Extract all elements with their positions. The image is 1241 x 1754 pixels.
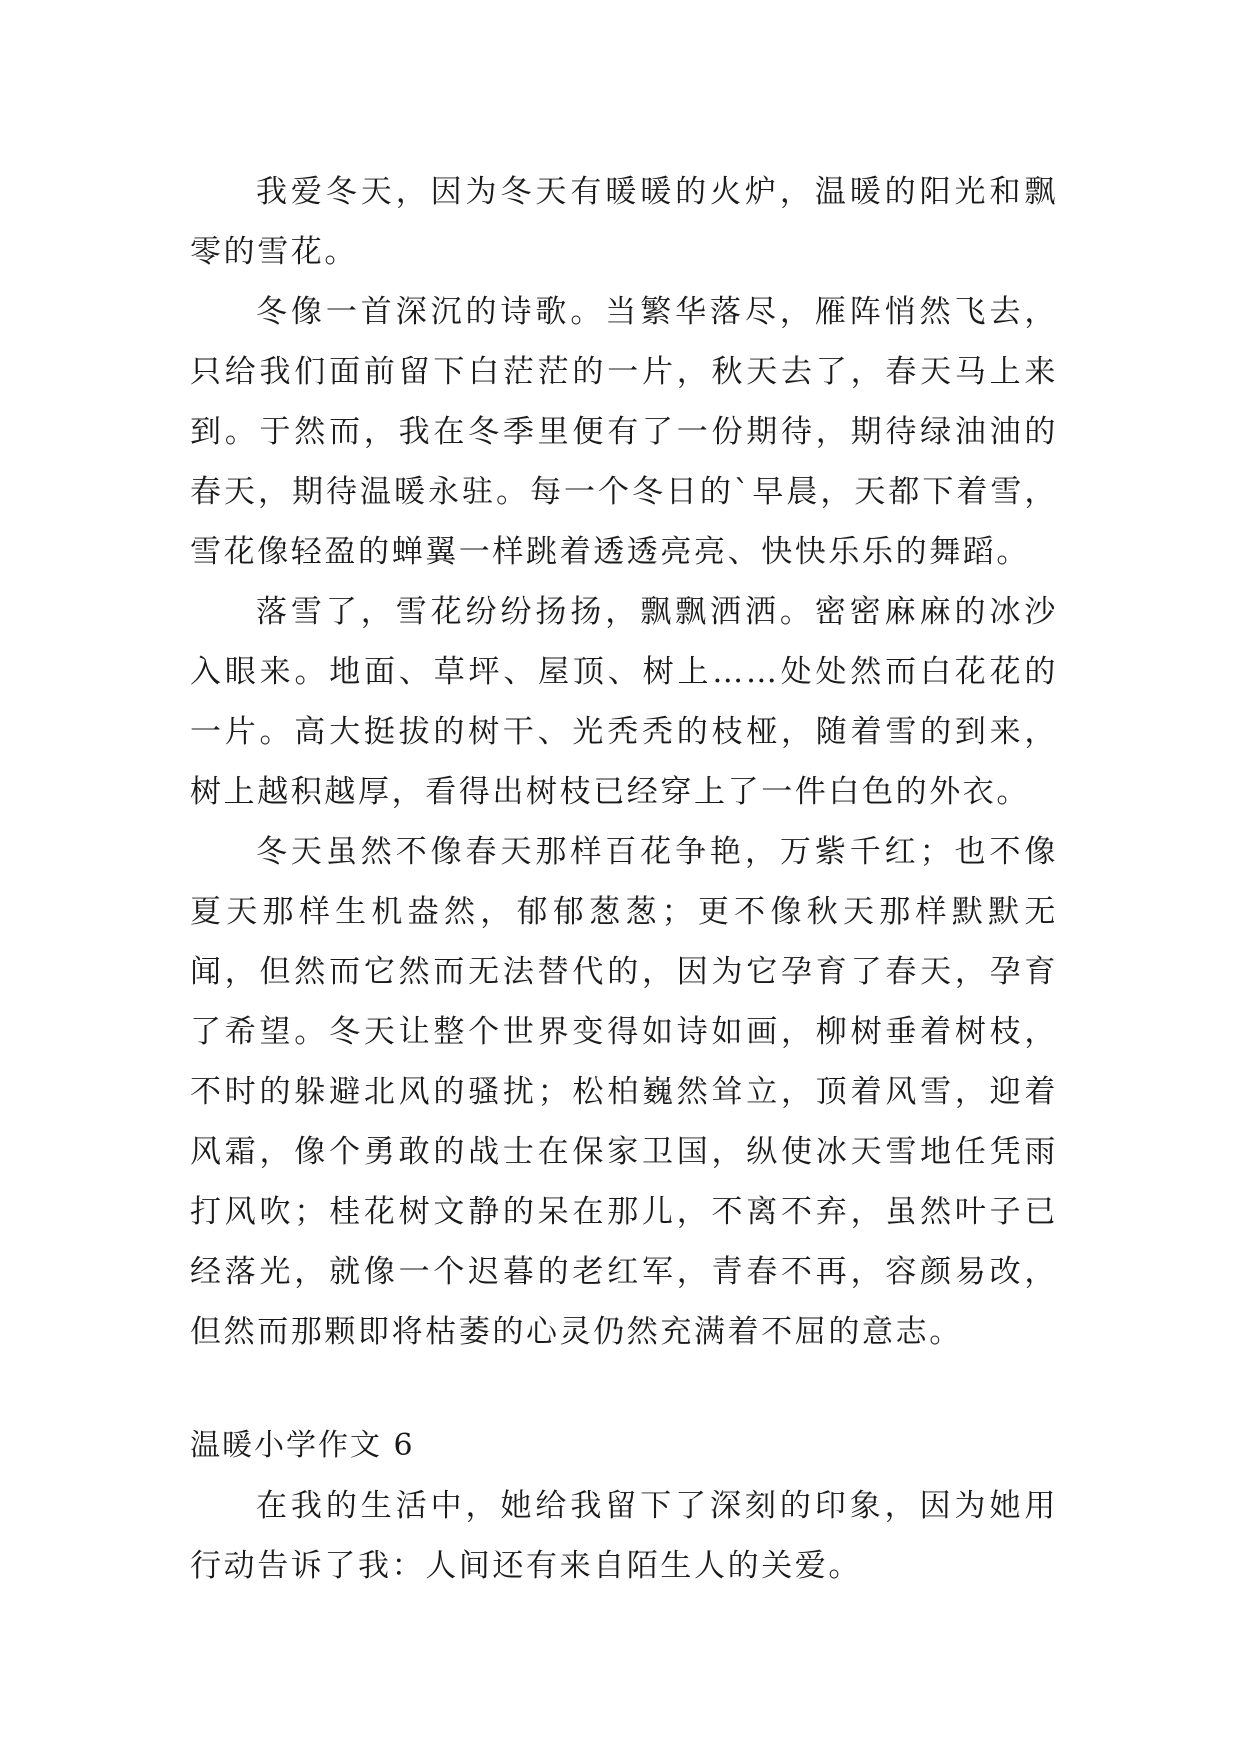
section-heading: 温暖小学作文 6 <box>190 1428 415 1463</box>
paragraph-stranger-care: 在我的生活中，她给我留下了深刻的印象，因为她用行动告诉了我：人间还有来自陌生人的关爱。 <box>190 1488 1058 1584</box>
document-body <box>190 162 1058 1596</box>
paragraph-winter-poem: 冬像一首深沉的诗歌。当繁华落尽，雁阵悄然飞去，只给我们面前留下白茫茫的一片，秋天去了，春天马上来到。于然而，我在冬季里便有了一份期待，期待绿油油的春天，期待温暖永驻。每一个冬日的`早晨，天都下着雪，雪花像轻盈的蝉翼一样跳着透透亮亮、快快乐乐的舞蹈。 <box>190 294 1058 570</box>
paragraph-winter-character: 冬天虽然不像春天那样百花争艳，万紫千红；也不像夏天那样生机盎然，郁郁葱葱；更不像秋天那样默默无闻，但然而它然而无法替代的，因为它孕育了春天，孕育了希望。冬天让整个世界变得如诗如画，柳树垂着树枝，不时的躲避北风的骚扰；松柏巍然耸立，顶着风雪，迎着风霜，像个勇敢的战士在保家卫国，纵使冰天雪地任凭雨打风吹；桂花树文静的呆在那儿，不离不弃，虽然叶子已经落光，就像一个迟暮的老红军，青春不再，容颜易改，但然而那颗即将枯萎的心灵仍然充满着不屈的意志。 <box>190 834 1058 1350</box>
paragraph-winter-love: 我爱冬天，因为冬天有暖暖的火炉，温暖的阳光和飘零的雪花。 <box>190 174 1058 270</box>
paragraph-snowfall: 落雪了，雪花纷纷扬扬，飘飘洒洒。密密麻麻的冰沙入眼来。地面、草坪、屋顶、树上……处处然而白花花的一片。高大挺拔的树干、光秃秃的枝桠，随着雪的到来，树上越积越厚，看得出树枝已经穿上了一件白色的外衣。 <box>190 594 1058 810</box>
